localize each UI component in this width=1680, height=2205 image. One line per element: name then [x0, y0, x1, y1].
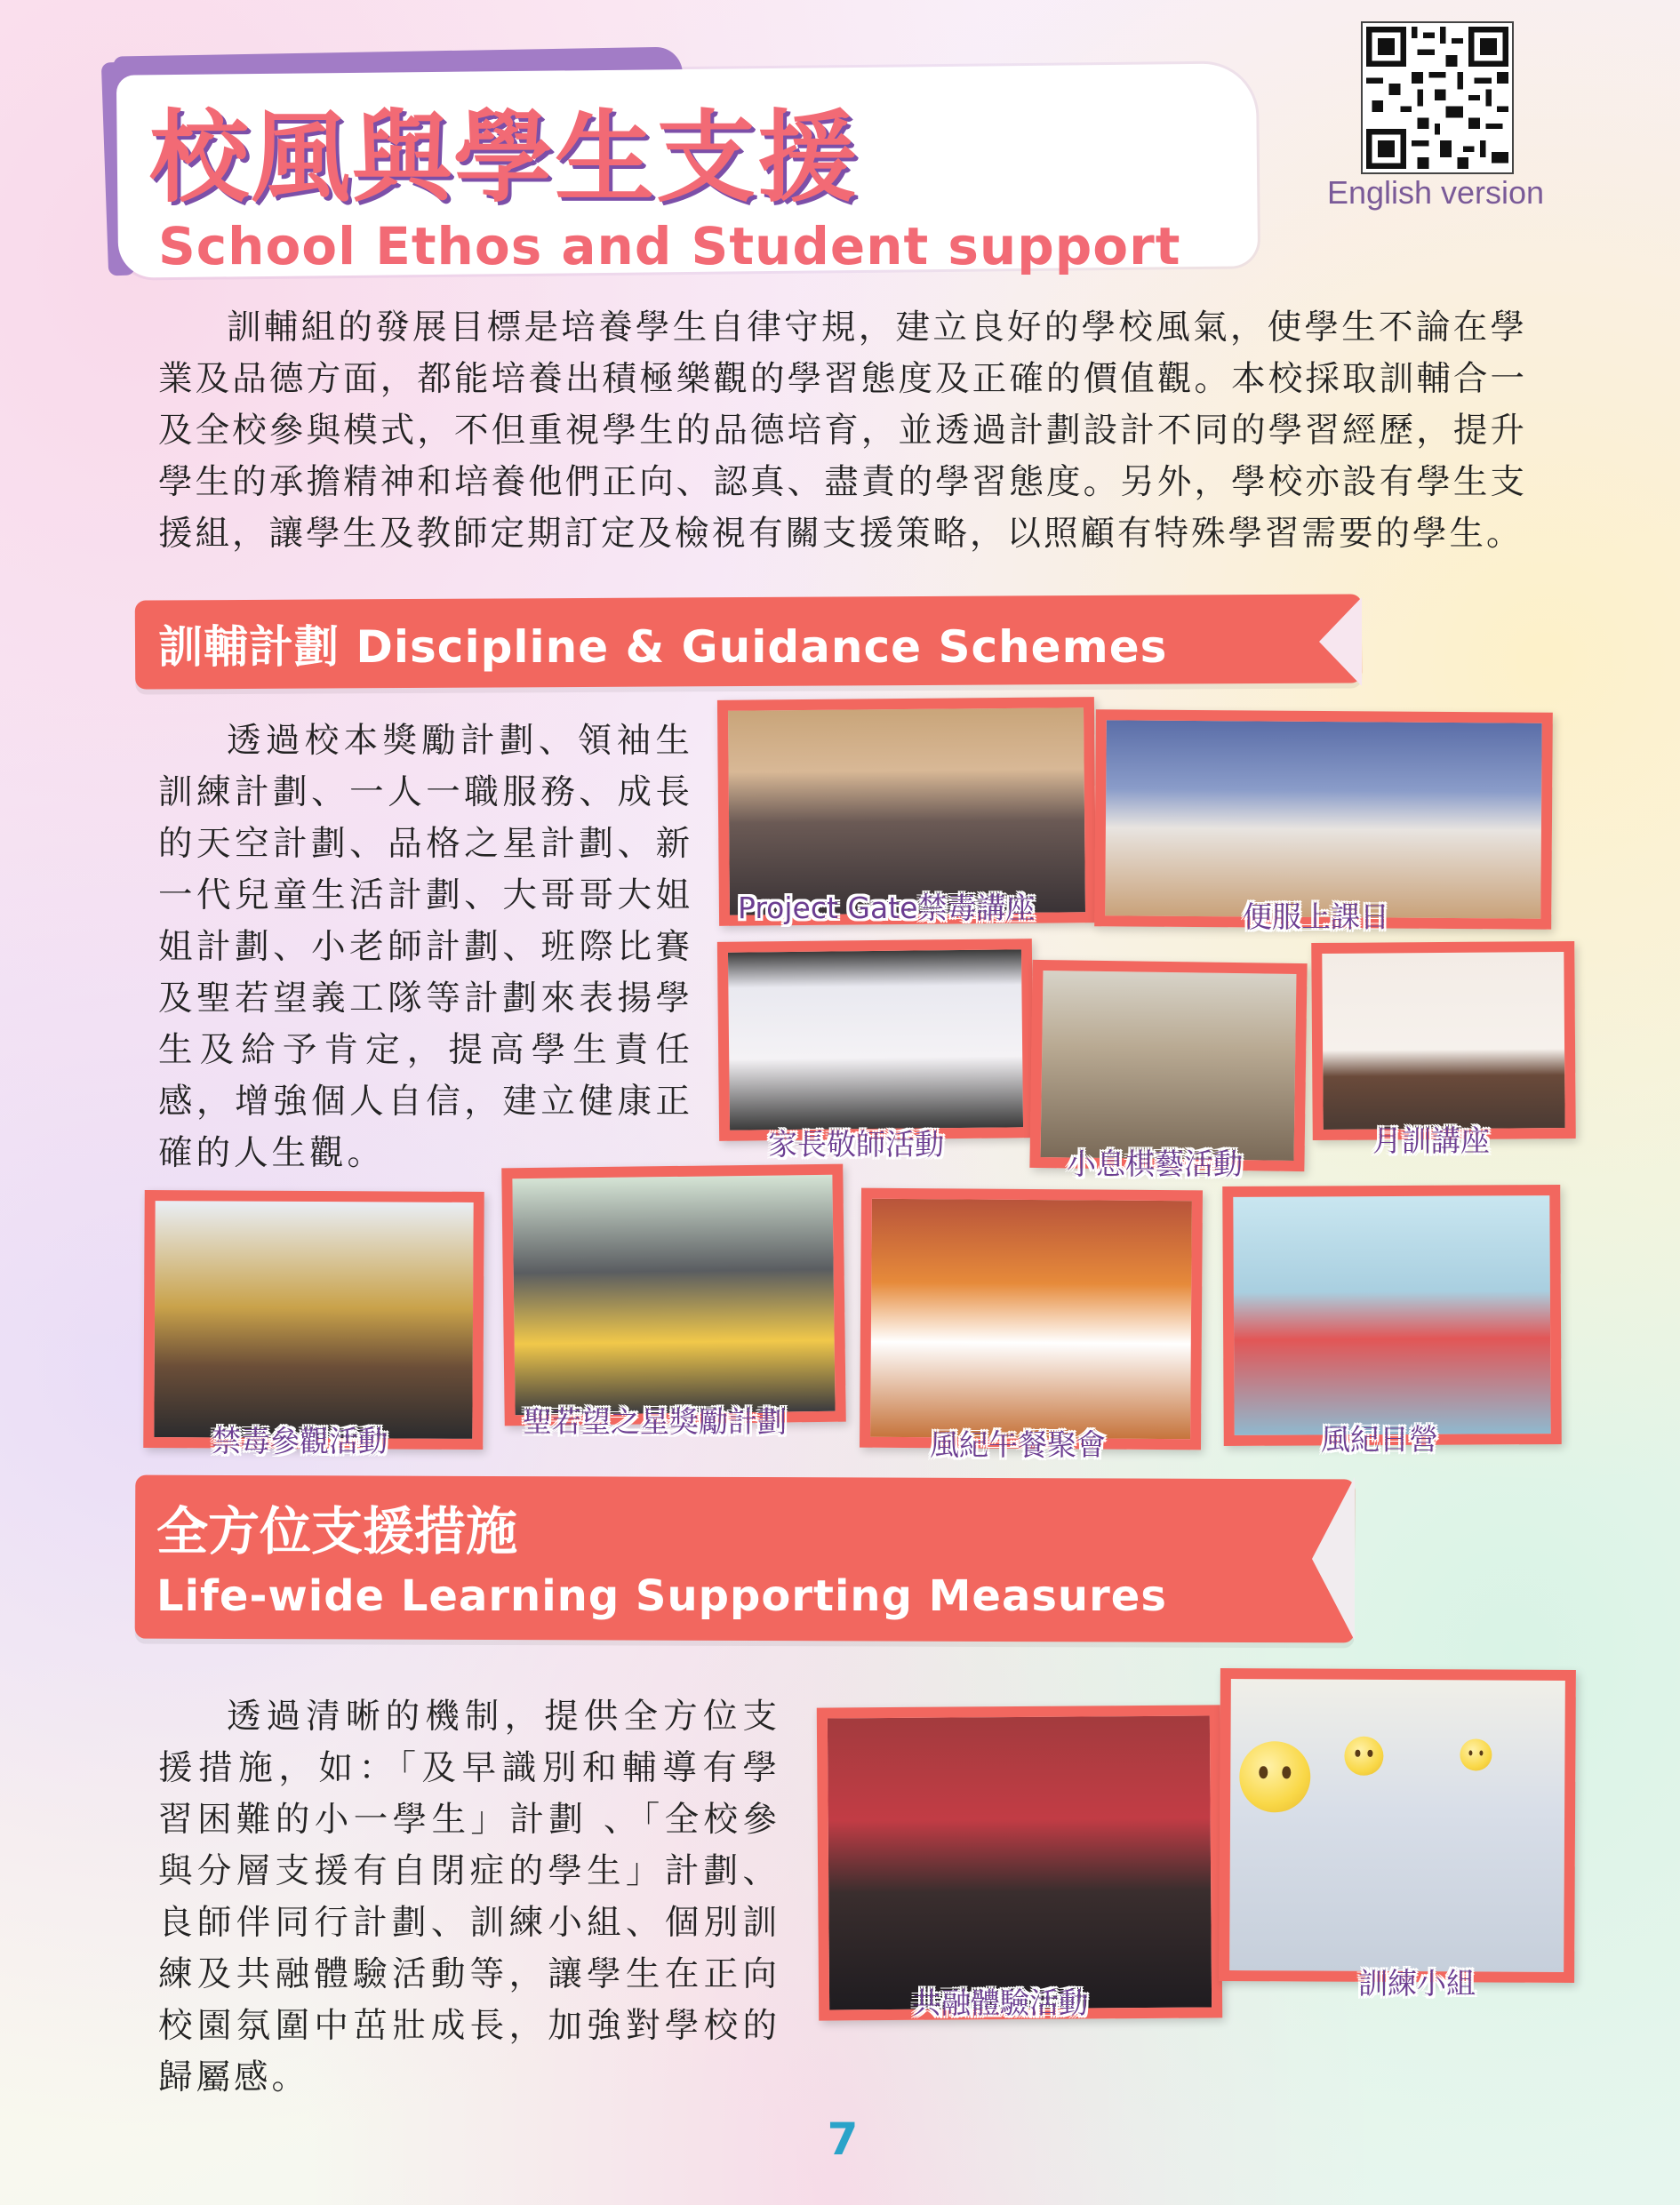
caption-prefect-camp: 風紀日營	[1321, 1422, 1438, 1457]
photo-monthly-talk	[1311, 941, 1576, 1140]
caption-inclusion-activity: 共融體驗活動	[912, 1985, 1088, 2020]
section1-banner-notch	[1319, 597, 1362, 686]
photo-prefect-camp	[1222, 1185, 1562, 1446]
photo-anti-drug-visit	[143, 1190, 484, 1450]
photo-training-group	[1219, 1668, 1576, 1983]
section1-title: 訓輔計劃 Discipline & Guidance Schemes	[158, 621, 1168, 673]
page-title-zh: 校風與學生支援	[149, 100, 859, 216]
section1-paragraph: 透過校本獎勵計劃、領袖生訓練計劃、一人一職服務、成長的天空計劃、品格之星計劃、新一代兒童生活計劃、大哥哥大姐姐計劃、小老師計劃、班際比賽及聖若望義工隊等計劃來表揚學生及給予肯定，提高學生責任感，增強個人自信，建立健康正確的人生觀。	[158, 721, 693, 1173]
photo-st-john-star	[501, 1164, 846, 1426]
caption-monthly-talk: 月訓講座	[1372, 1123, 1490, 1158]
caption-parent-teacher: 家長敬師活動	[768, 1127, 944, 1162]
caption-st-john-star: 聖若望之星獎勵計劃	[523, 1404, 787, 1439]
caption-prefect-lunch: 風紀午餐聚會	[930, 1427, 1106, 1462]
caption-chess: 小息棋藝活動	[1067, 1146, 1243, 1181]
caption-training-group: 訓練小組	[1358, 1966, 1476, 2001]
emoji-face-icon	[1239, 1741, 1310, 1812]
emoji-face-icon	[1344, 1737, 1383, 1776]
qr-code-icon[interactable]	[1363, 23, 1512, 172]
english-version-label[interactable]: English version	[1326, 174, 1545, 211]
photo-inclusion-activity	[817, 1705, 1222, 2020]
intro-paragraph: 訓輔組的發展目標是培養學生自律守規，建立良好的學校風氣，使學生不論在學業及品德方面，都能培養出積極樂觀的學習態度及正確的價值觀。本校採取訓輔合一及全校參與模式，不但重視學生的品德培育，並透過計劃設計不同的學習經歷，提升學生的承擔精神和培養他們正向、認真、盡責的學習態度。另外，學校亦設有學生支援組，讓學生及教師定期訂定及檢視有關支援策略，以照顧有特殊學習需要的學生。	[158, 308, 1527, 554]
page-number: 7	[827, 2113, 859, 2165]
emoji-face-icon	[1460, 1738, 1492, 1770]
section2-title-zh: 全方位支援措施	[156, 1501, 518, 1562]
caption-project-gate: Project Gate禁毒講座	[738, 891, 1036, 925]
caption-anti-drug-visit: 禁毒參觀活動	[212, 1424, 388, 1458]
section2-title-en: Life-wide Learning Supporting Measures	[156, 1571, 1167, 1621]
photo-prefect-lunch	[860, 1188, 1203, 1450]
photo-parent-teacher	[717, 939, 1034, 1141]
section2-banner-notch	[1312, 1477, 1355, 1641]
section2-paragraph: 透過清晰的機制，提供全方位支援措施，如：「及早識別和輔導有學習困難的小一學生」計劃 、「全校參與分層支援有自閉症的學生」計劃、良師伴同行計劃、訓練小組、個別訓練及共融體驗活動等，讓學生在正向校園氛圍中茁壯成長，加強對學校的歸屬感。	[158, 1697, 780, 2097]
photo-chess	[1029, 960, 1307, 1171]
page-title-en: School Ethos and Student support	[158, 216, 1181, 276]
caption-casual-day: 便服上課日	[1243, 899, 1389, 934]
